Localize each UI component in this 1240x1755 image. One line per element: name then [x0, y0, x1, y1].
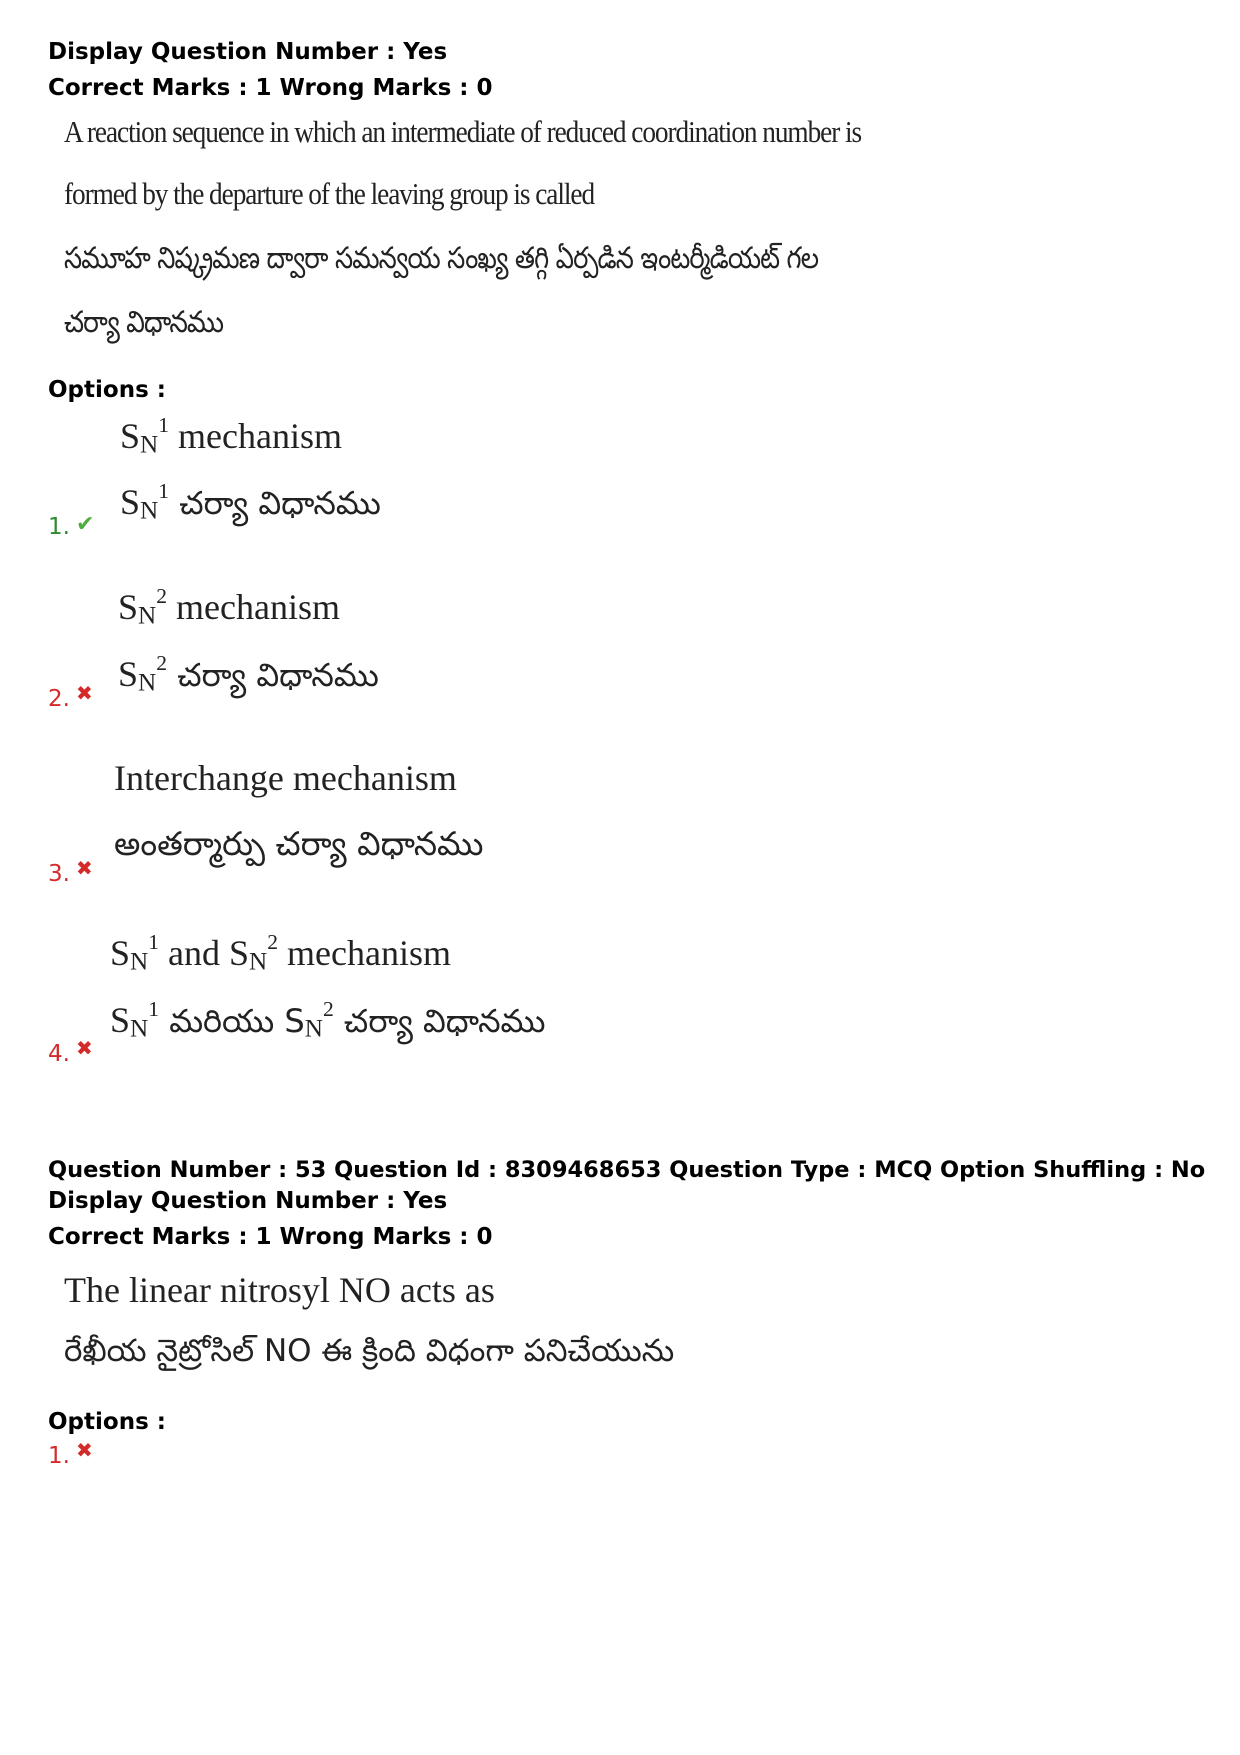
- question-text-te-line1: సమూహ నిష్క్రమణ ద్వారా సమన్వయ సంఖ్య తగ్గి ఏర్పడిన ఇంటర్మీడియట్ గల: [64, 241, 819, 276]
- options-label: Options :: [48, 377, 166, 403]
- option-2-text-en: $S_N^2$ mechanism: [118, 583, 340, 630]
- marks-info: Correct Marks : 1 Wrong Marks : 0: [48, 75, 493, 101]
- option-3-text-en: Interchange mechanism: [114, 758, 457, 798]
- option-2-text-te: $S_N^2$ చర్యా విధానము: [118, 650, 379, 697]
- cross-icon: ✖: [75, 856, 93, 880]
- question-text-en-line2: formed by the departure of the leaving group is called: [64, 176, 595, 211]
- question-text-en-line1: A reaction sequence in which an intermediate of reduced coordination number is: [64, 114, 862, 149]
- cross-icon: ✖: [75, 681, 93, 705]
- cross-icon: ✖: [75, 1438, 93, 1462]
- display-question-number: Display Question Number : Yes: [48, 39, 448, 65]
- check-icon: ✔: [75, 512, 95, 537]
- option-3-number: 3. ✖: [48, 856, 93, 887]
- option-4-text-te: $S_N^1$ మరియు $S_N^2$ చర్యా విధానము: [110, 996, 546, 1043]
- option-1-text-en: $S_N^1$ mechanism: [120, 412, 342, 459]
- question-text-te: రేఖీయ నైట్రోసిల్ NO ఈ క్రింది విధంగా పనిచేయును: [64, 1333, 675, 1369]
- display-question-number: Display Question Number : Yes: [48, 1188, 448, 1214]
- cross-icon: ✖: [75, 1036, 93, 1060]
- option-1-number: 1. ✔: [48, 512, 95, 540]
- marks-info: Correct Marks : 1 Wrong Marks : 0: [48, 1224, 493, 1250]
- option-4-text-en: $S_N^1$ and $S_N^2$ mechanism: [110, 929, 451, 976]
- option-1-number: 1. ✖: [48, 1438, 93, 1469]
- option-2-number: 2. ✖: [48, 681, 93, 712]
- option-1-text-te: $S_N^1$ చర్యా విధానము: [120, 478, 381, 525]
- option-4-number: 4. ✖: [48, 1036, 93, 1067]
- question-text-en: The linear nitrosyl NO acts as: [64, 1270, 495, 1310]
- option-3-text-te: అంతర్మార్పు చర్యా విధానము: [114, 824, 484, 863]
- question-header: Question Number : 53 Question Id : 8309468653 Question Type : MCQ Option Shuffling : No: [48, 1157, 1206, 1183]
- question-text-te-line2: చర్యా విధానము: [64, 305, 223, 340]
- options-label: Options :: [48, 1409, 166, 1435]
